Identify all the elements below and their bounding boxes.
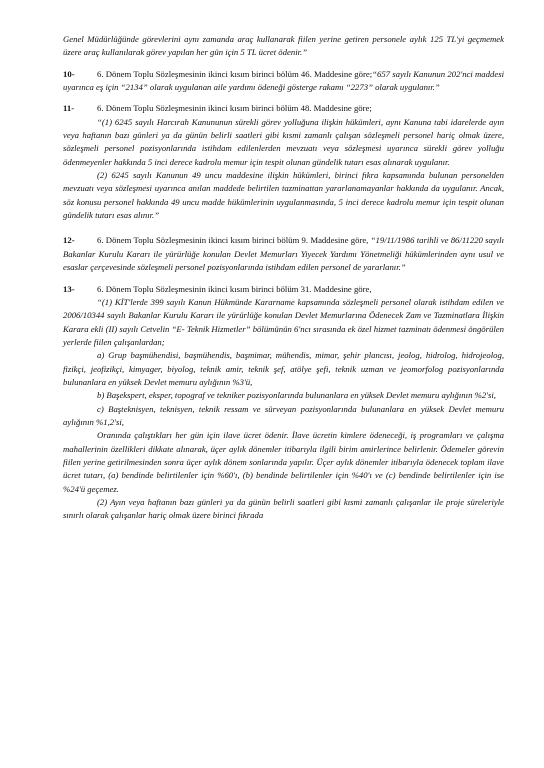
item-number: 13-	[63, 283, 75, 294]
intro-paragraph: Genel Müdürlüğünde görevlerini aynı zamanda araç kullanarak fiilen yerine getiren personele aylık 125 TL'yi geçmemek üzere araç kullanılarak görev yapılan her gün için 5 TL ücret ödenir.”	[63, 34, 504, 58]
item-number: 11-	[63, 103, 75, 114]
item-quote: “19/11/1986 tarihli ve 86/11220 sayılı Bakanlar Kurulu Kararı ile yürürlüğe konulan Devlet Memurları Yiyecek Yardımı Yönetmeliği hükümlerinden aynı usul ve esaslar çerçevesinde sözleşmeli personel pozisyonlarında istihdam edilen personel de yararlanır.”	[63, 235, 505, 273]
item-11-lead-paragraph	[63, 102, 504, 115]
item-13-paragraph-1: “(1) KİT'lerde 399 sayılı Kanun Hükmünde Kararname kapsamında sözleşmeli personel olarak istihdam edilen ve 2006/10344 sayılı Bakanlar Kurulu Kararı ile yürürlüğe konulan Devlet Memurlarına Ödenecek Zam ve Tazminatlara İlişkin Karara ekli (II) sayılı Cetvelin “E- Teknik Hizmetler” bölümünün 6'ncı sırasında ek özel hizmet tazminatı ödenmesi öngörülen yerlerde fiilen çalışanlardan;	[63, 296, 504, 347]
item-11-paragraph-2: (2) 6245 sayılı Kanunun 49 uncu maddesine ilişkin hükümleri, birinci fıkra kapsamında bulunan personelden mevzuatı veya sözleşmesi uyarınca anılan maddede belirtilen tazminattan yararlanamayanlar hakkında da uygulanır. Ancak, söz konusu personel hakkında 49 uncu madde hükümlerinin uygulanmasında, 5 inci derece kadrolu memur için tespit olunan gündelik tutarı esas alınır.”	[63, 170, 504, 221]
item-13	[63, 283, 504, 523]
item-number: 10-	[63, 68, 75, 79]
item-13-clause-b: b) Başekspert, eksper, topograf ve tekniker pozisyonlarında bulunanlara en yüksek Devlet memuru aylığının %2'si,	[97, 390, 496, 401]
item-lead: 6. Dönem Toplu Sözleşmesinin ikinci kısım birinci bölüm 9. Maddesine göre,	[97, 235, 369, 246]
item-10-paragraph	[63, 68, 504, 95]
item-13-clause-a: a) Grup başmühendisi, başmühendis, başmimar, mühendis, mimar, şehir plancısı, jeolog, hidrolog, hidrojeolog, fizikçi, jeofizikçi, kimyager, biyolog, teknik amir, teknik şef, atölye şefi, teknik uzman ve jeomorfolog pozisyonlarında bulunanlara en yüksek Devlet memuru aylığının %3'ü,	[63, 350, 504, 387]
item-11	[63, 102, 504, 222]
item-12-paragraph	[63, 234, 504, 274]
item-12	[63, 234, 504, 274]
item-13-paragraph-2: Oranında çalıştıkları her gün için ilave ücret ödenir. İlave ücretin kimlere ödeneceği, iş programları ve çalışma mahallerinin özellikleri dikkate alınarak, üçer aylık dönemler itibarıyla ilgili birim amirlerince belirlenir. Ödemeler görevin fiilen yerine getirilmesinden sonra üçer aylık dönem sonlarında yapılır. Üçer aylık dönemler itibarıyla ödenecek toplam ilave ücret tutarı, (a) bendinde belirtilenler için %60'ı, (b) bendinde belirtilenler için %40'ı ve (c) bendinde belirtilenler için ise %24'ü geçemez.	[63, 430, 504, 494]
item-lead: 6. Dönem Toplu Sözleşmesinin ikinci kısım birinci bölüm 31. Maddesine göre,	[97, 283, 372, 294]
item-11-paragraph-1: “(1) 6245 sayılı Harcırah Kanununun sürekli görev yolluğuna ilişkin hükümleri, aynı Kanuna tabi idarelerde ayın veya haftanın bazı günleri ya da günün belirli saatleri gibi kısmi zamanlı çalışan sözleşmeli personel hariç olmak üzere, sözleşmeli personel pozisyonlarında istihdam edilenlerden mevzuatı veya sözleşmesi uyarınca sürekli görev yolluğu ödenmeyenler hakkında 5 inci derece kadrolu memur için tespit olunan gündelik tutarı esas alınarak uygulanır.	[63, 116, 504, 167]
item-13-paragraph-3: (2) Ayın veya haftanın bazı günleri ya da günün belirli saatleri gibi kısmi zamanlı çalışanlar ile proje süreleriyle sınırlı olarak çalışanlar hariç olmak üzere birinci fıkrada	[63, 497, 504, 521]
item-13-lead-paragraph	[63, 283, 504, 296]
item-number: 12-	[63, 235, 75, 246]
item-10	[63, 68, 504, 95]
item-lead: 6. Dönem Toplu Sözleşmesinin ikinci kısım birinci bölüm 46. Maddesine göre;	[97, 68, 373, 79]
item-13-clause-c: c) Başteknisyen, teknisyen, teknik ressam ve sürveyan pozisyonlarında bulunanlara en yüksek Devlet memuru aylığının %1,2'si,	[63, 403, 504, 427]
item-lead: 6. Dönem Toplu Sözleşmesinin ikinci kısım birinci bölüm 48. Maddesine göre;	[97, 103, 372, 114]
item-quote: “657 sayılı Kanunun 202'nci maddesi uyarınca eş için “2134” olarak uygulanan aile yardımı ödeneği gösterge rakamı “2273” olarak uygulanır.”	[63, 68, 504, 93]
